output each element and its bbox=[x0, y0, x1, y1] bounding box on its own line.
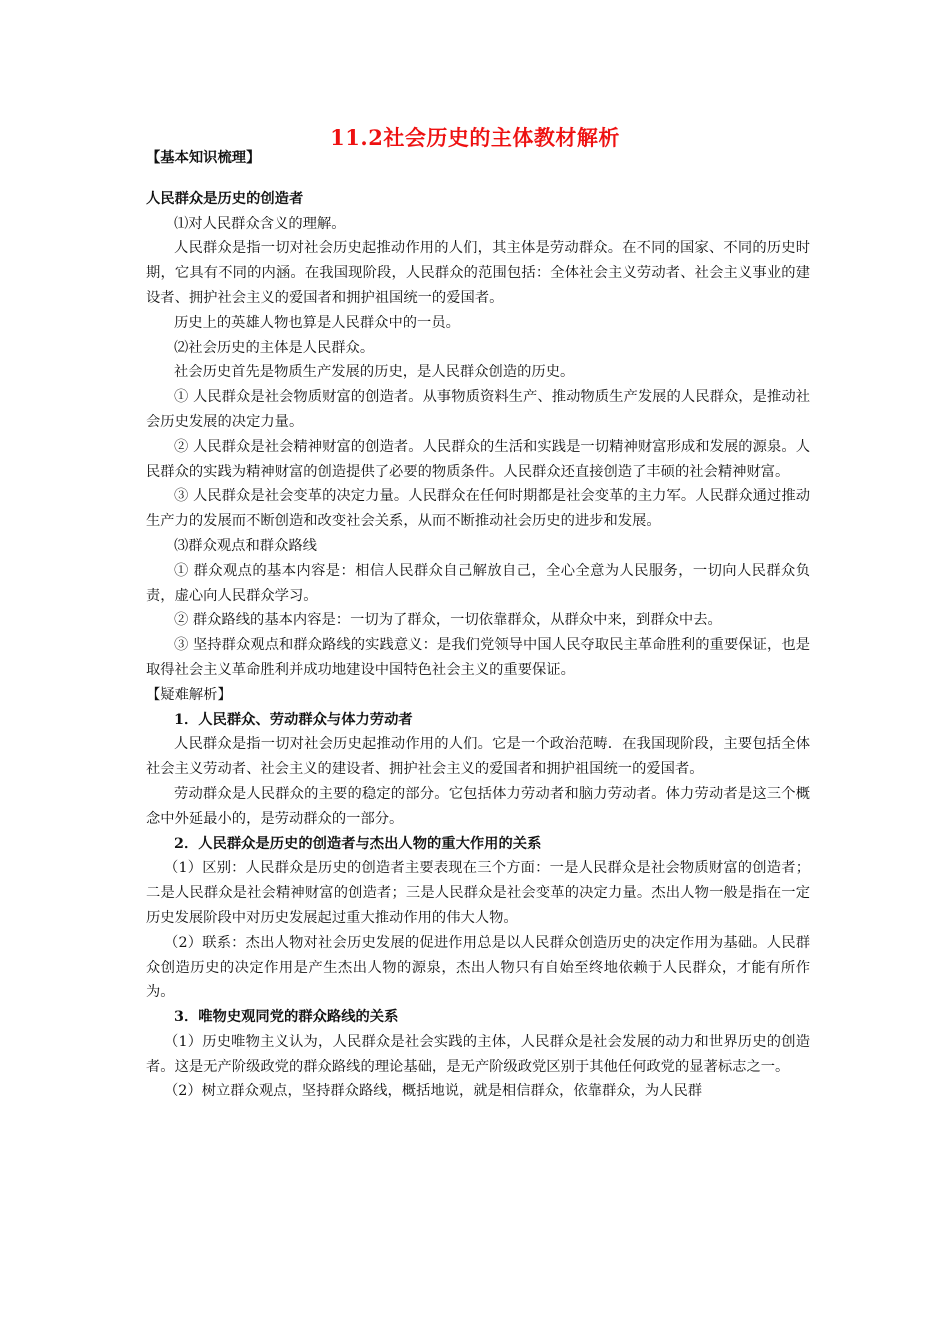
paragraph: 人民群众是指一切对社会历史起推动作用的人们。它是一个政治范畴．在我国现阶段，主要包括全体社会主义劳动者、社会主义的建设者、拥护社会主义的爱国者和拥护祖国统一的爱国者。 bbox=[146, 736, 810, 778]
paragraph: （2）树立群众观点，坚持群众路线，概括地说，就是相信群众，依靠群众，为人民群 bbox=[164, 1083, 703, 1100]
paragraph: ⑴对人民群众含义的理解。 bbox=[174, 215, 346, 232]
paragraph: 劳动群众是人民群众的主要的稳定的部分。它包括体力劳动者和脑力劳动者。体力劳动者是这三个概念中外延最小的，是劳动群众的一部分。 bbox=[146, 785, 810, 827]
paragraph: ⑶群众观点和群众路线 bbox=[174, 537, 317, 554]
paragraph: ③ 坚持群众观点和群众路线的实践意义：是我们党领导中国人民夺取民主革命胜利的重要保证，也是取得社会主义革命胜利并成功地建设中国特色社会主义的重要保证。 bbox=[146, 637, 810, 678]
document-body bbox=[146, 146, 810, 1104]
paragraph: ③ 人民群众是社会变革的决定力量。人民群众在任何时期都是社会变革的主力军。人民群众通过推动生产力的发展而不断创造和改变社会关系，从而不断推动社会历史的进步和发展。 bbox=[146, 488, 810, 530]
paragraph: （1）历史唯物主义认为，人民群众是社会实践的主体，人民群众是社会发展的动力和世界历史的创造者。这是无产阶级政党的群众路线的理论基础，是无产阶级政党区别于其他任何政党的显著标志之一。 bbox=[146, 1033, 810, 1075]
section-heading-difficult-analysis: 【疑难解析】 bbox=[146, 686, 232, 703]
subheading-3: 3．唯物史观同党的群众路线的关系 bbox=[174, 1009, 399, 1026]
subheading-2: 2．人民群众是历史的创造者与杰出人物的重大作用的关系 bbox=[174, 835, 542, 852]
paragraph: （2）联系：杰出人物对社会历史发展的促进作用总是以人民群众创造历史的决定作用为基础。人民群众创造历史的决定作用是产生杰出人物的源泉，杰出人物只有自始至终地依赖于人民群众，才能有所作为。 bbox=[146, 934, 810, 1001]
paragraph: ① 人民群众是社会物质财富的创造者。从事物质资料生产、推动物质生产发展的人民群众，是推动社会历史发展的决定力量。 bbox=[146, 389, 810, 430]
paragraph: ⑵社会历史的主体是人民群众。 bbox=[174, 339, 375, 356]
document-title: 11.2社会历史的主体教材解析 bbox=[330, 125, 620, 150]
paragraph: ② 群众路线的基本内容是：一切为了群众，一切依靠群众，从群众中来，到群众中去。 bbox=[174, 612, 722, 629]
subheading-1: 1．人民群众、劳动群众与体力劳动者 bbox=[174, 711, 413, 728]
paragraph: 人民群众是指一切对社会历史起推动作用的人们，其主体是劳动群众。在不同的国家、不同的历史时期，它具有不同的内涵。在我国现阶段，人民群众的范围包括：全体社会主义劳动者、社会主义事业的建设者、拥护社会主义的爱国者和拥护祖国统一的爱国者。 bbox=[146, 240, 810, 306]
paragraph: ② 人民群众是社会精神财富的创造者。人民群众的生活和实践是一切精神财富形成和发展的源泉。人民群众的实践为精神财富的创造提供了必要的物质条件。人民群众还直接创造了丰硕的社会精神财富。 bbox=[146, 438, 810, 480]
paragraph: 历史上的英雄人物也算是人民群众中的一员。 bbox=[174, 314, 460, 331]
paragraph: （1）区别：人民群众是历史的创造者主要表现在三个方面：一是人民群众是社会物质财富的创造者；二是人民群众是社会精神财富的创造者；三是人民群众是社会变革的决定力量。杰出人物一般是指在一定历史发展阶段中对历史发展起过重大推动作用的伟大人物。 bbox=[146, 860, 810, 926]
paragraph: ① 群众观点的基本内容是：相信人民群众自己解放自己，全心全意为人民服务，一切向人民群众负责，虚心向人民群众学习。 bbox=[146, 562, 810, 604]
paragraph: 社会历史首先是物质生产发展的历史，是人民群众创造的历史。 bbox=[174, 364, 575, 381]
subheading-people-create-history: 人民群众是历史的创造者 bbox=[146, 190, 304, 207]
section-heading-basic-knowledge: 【基本知识梳理】 bbox=[146, 150, 261, 166]
